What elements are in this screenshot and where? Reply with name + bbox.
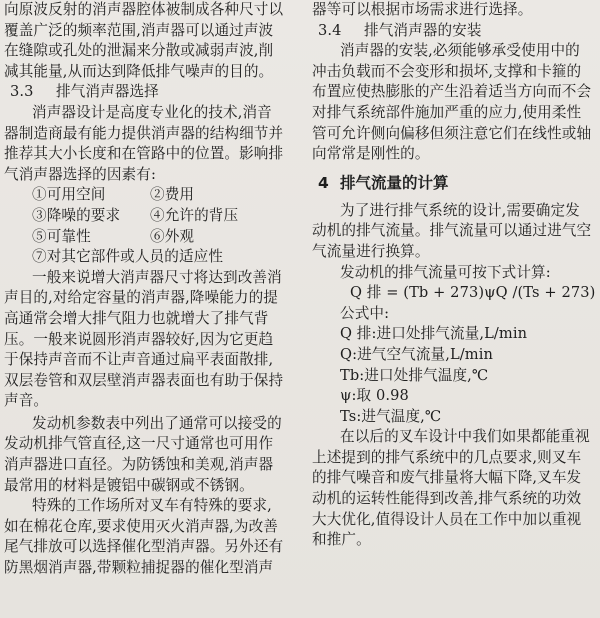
paragraph-special-requirements <box>0 496 298 578</box>
text-line: 向常常是刚性的。 <box>312 145 430 163</box>
list-row <box>0 206 298 227</box>
text-line: 在缝隙或孔处的泄漏来分散或减弱声波,削 <box>4 42 274 60</box>
text-line: 覆盖广泛的频率范围,消声器可以通过声波 <box>4 21 274 39</box>
list-item: ②费用 <box>150 186 195 204</box>
section-number: 4 <box>318 173 329 192</box>
paragraph-flow-intro <box>308 201 600 263</box>
list-row <box>0 247 298 268</box>
right-column <box>308 0 600 551</box>
text-line: 发动机参数表中列出了通常可以接受的 <box>32 414 282 432</box>
text-line: 管可允许侧向偏移但须注意它们在线性或轴 <box>312 124 592 142</box>
text-line: 声音。 <box>4 392 49 410</box>
text-line: 向原波反射的消声器腔体被制成各种尺寸以 <box>4 1 284 18</box>
text-line: 于保持声音而不让声音通过扁平表面散排, <box>4 351 274 369</box>
text-line: 动机的运转性能得到改善,排气系统的功效 <box>312 490 582 508</box>
text-line: 发动机排气管直径,这一尺寸通常也可用作 <box>4 435 274 453</box>
text-line: 气流量进行换算。 <box>312 242 430 260</box>
text-line: 气消声器选择的因素有: <box>4 165 156 183</box>
section-title: 排气消声器的安装 <box>364 21 482 39</box>
formula-where: 公式中: <box>340 304 390 322</box>
text-line: 压。一般来说圆形消声器较好,因为它更趋 <box>4 330 274 348</box>
text-line: 在以后的叉车设计中我们如果都能重视 <box>340 428 590 446</box>
definition-item: Q 排:进口处排气流量,L/min <box>340 325 528 343</box>
list-row <box>0 185 298 206</box>
section-heading-3-4 <box>308 21 600 42</box>
list-row <box>0 227 298 248</box>
section-number: 3.3 <box>10 83 34 101</box>
text-line: 双层卷管和双层壁消声器表面也有助于保持 <box>4 371 284 389</box>
text-line: 消声器的安装,必须能够承受使用中的 <box>340 42 580 60</box>
section-heading-4 <box>308 171 600 195</box>
intro-paragraph <box>0 0 298 82</box>
paragraph-pipe-diameter <box>0 414 298 496</box>
text-line: 消声器设计是高度专业化的技术,消音 <box>32 103 272 121</box>
list-item: ⑤可靠性 <box>32 227 91 245</box>
text-line: 大大优化,值得设计人员在工作中加以重视 <box>312 510 582 528</box>
formula-definitions <box>308 324 600 427</box>
formula-intro: 发动机的排气流量可按下式计算: <box>340 263 551 281</box>
factor-list <box>0 185 298 267</box>
text-line: 推荐其大小长度和在管路中的位置。影响排 <box>4 145 284 163</box>
text-line: 动机的排气流量。排气流量可以通过进气空 <box>312 222 592 240</box>
text-line: 消声器进口直径。为防锈蚀和美观,消声器 <box>4 456 274 474</box>
list-item: ⑥外观 <box>150 227 195 245</box>
text-line: 器制造商最有能力提供消声器的结构细节并 <box>4 124 284 142</box>
text-line: 如在棉花仓库,要求使用灭火消声器,为改善 <box>4 517 278 535</box>
text-line: 最常用的材料是镀铝中碳钢或不锈钢。 <box>4 476 254 494</box>
text-line: 高通常会增大排气阻力也就增大了排气背 <box>4 309 269 327</box>
text-line: 和推广。 <box>312 531 371 549</box>
formula: Q 排 = (Tb + 273)ψQ /(Ts + 273) <box>350 284 596 302</box>
list-item: ⑦对其它部件或人员的适应性 <box>32 248 224 266</box>
paragraph-designer-selection <box>0 103 298 185</box>
section-title: 排气消声器选择 <box>56 83 159 101</box>
text-line: 为了进行排气系统的设计,需要确定发 <box>340 201 580 219</box>
text-line: 防黑烟消声器,带颗粒捕捉器的催化型消声 <box>4 559 274 577</box>
left-column <box>0 0 298 579</box>
section-heading-3-3 <box>0 82 298 103</box>
paragraph-size-backpressure <box>0 268 298 412</box>
paragraph-installation <box>308 41 600 165</box>
text-line: 声目的,对给定容量的消声器,降噪能力的提 <box>4 289 278 307</box>
text-line: 尾气排放可以选择催化型消声器。另外还有 <box>4 538 284 556</box>
text-line: 布置应使热膨胀的产生沿着适当方向而不会 <box>312 83 592 101</box>
text-line: 特殊的工作场所对叉车有特殊的要求, <box>32 497 272 515</box>
definition-item: Q:进气空气流量,L/min <box>340 345 493 363</box>
section-title: 排气流量的计算 <box>340 173 449 192</box>
definition-item: ψ:取 0.98 <box>340 387 409 405</box>
text-line: 一般来说增大消声器尺寸将达到改善消 <box>32 268 282 286</box>
text-line: 减其能量,从而达到降低排气噪声的目的。 <box>4 62 274 80</box>
section-number: 3.4 <box>318 21 342 39</box>
text-line: 的排气噪音和废气排量将大幅下降,叉车发 <box>312 469 582 487</box>
definition-item: Ts:进气温度,℃ <box>340 407 442 425</box>
text-line: 上述提到的排气系统中的几点要求,则叉车 <box>312 448 582 466</box>
list-item: ④允许的背压 <box>150 206 239 224</box>
list-item: ③降噪的要求 <box>32 206 121 224</box>
text-line: 器等可以根据市场需求进行选择。 <box>312 1 533 18</box>
paragraph-conclusion <box>308 427 600 551</box>
text-line: 对排气系统部件施加严重的应力,使用柔性 <box>312 103 582 121</box>
text-line: 冲击负载而不会变形和损坏,支撑和卡箍的 <box>312 62 582 80</box>
list-item: ①可用空间 <box>32 186 106 204</box>
definition-item: Tb:进口处排气温度,℃ <box>340 366 489 384</box>
